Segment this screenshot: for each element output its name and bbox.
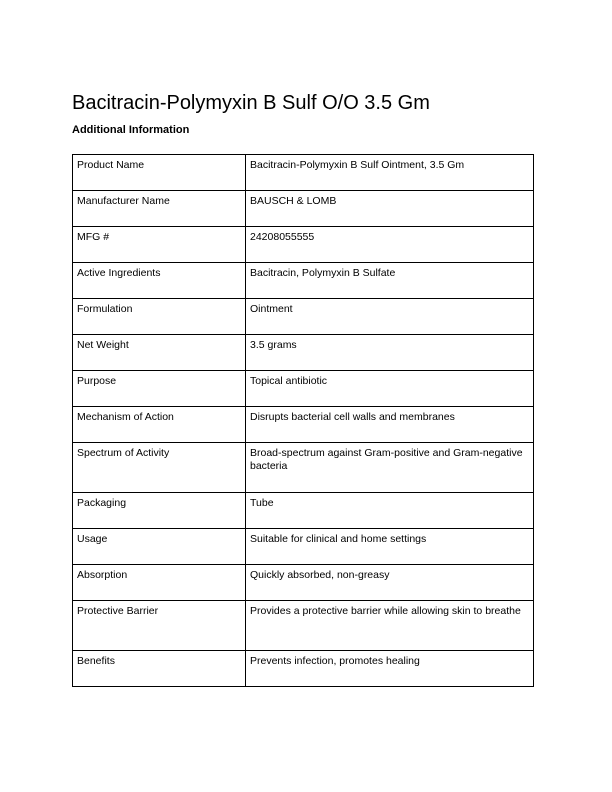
row-value: 24208055555	[246, 227, 534, 263]
row-label: Product Name	[73, 155, 246, 191]
table-row	[73, 371, 534, 407]
row-label: Protective Barrier	[73, 601, 246, 651]
table-row	[73, 651, 534, 687]
row-value: BAUSCH & LOMB	[246, 191, 534, 227]
row-label: Absorption	[73, 565, 246, 601]
row-value: Bacitracin, Polymyxin B Sulfate	[246, 263, 534, 299]
row-label: Net Weight	[73, 335, 246, 371]
row-label: Benefits	[73, 651, 246, 687]
row-label: Mechanism of Action	[73, 407, 246, 443]
table-row	[73, 443, 534, 493]
row-value: Suitable for clinical and home settings	[246, 529, 534, 565]
row-value: Bacitracin-Polymyxin B Sulf Ointment, 3.5 Gm	[246, 155, 534, 191]
row-value: Broad-spectrum against Gram-positive and Gram-negative bacteria	[246, 443, 534, 493]
row-value: 3.5 grams	[246, 335, 534, 371]
row-label: Active Ingredients	[73, 263, 246, 299]
row-value: Tube	[246, 493, 534, 529]
section-heading: Additional Information	[72, 124, 190, 136]
table-row	[73, 263, 534, 299]
row-value: Topical antibiotic	[246, 371, 534, 407]
row-value: Provides a protective barrier while allowing skin to breathe	[246, 601, 534, 651]
table-row	[73, 227, 534, 263]
row-label: MFG #	[73, 227, 246, 263]
row-label: Spectrum of Activity	[73, 443, 246, 493]
table-row	[73, 299, 534, 335]
table-row	[73, 191, 534, 227]
row-label: Packaging	[73, 493, 246, 529]
table-row	[73, 565, 534, 601]
row-label: Manufacturer Name	[73, 191, 246, 227]
table-row	[73, 407, 534, 443]
row-value: Disrupts bacterial cell walls and membranes	[246, 407, 534, 443]
table-row	[73, 493, 534, 529]
row-value: Prevents infection, promotes healing	[246, 651, 534, 687]
table-row	[73, 529, 534, 565]
row-label: Usage	[73, 529, 246, 565]
table-row	[73, 335, 534, 371]
row-value: Quickly absorbed, non-greasy	[246, 565, 534, 601]
page-title: Bacitracin-Polymyxin B Sulf O/O 3.5 Gm	[72, 92, 430, 114]
row-label: Formulation	[73, 299, 246, 335]
row-value: Ointment	[246, 299, 534, 335]
table-row	[73, 601, 534, 651]
product-info-table	[72, 154, 534, 687]
table-row	[73, 155, 534, 191]
row-label: Purpose	[73, 371, 246, 407]
